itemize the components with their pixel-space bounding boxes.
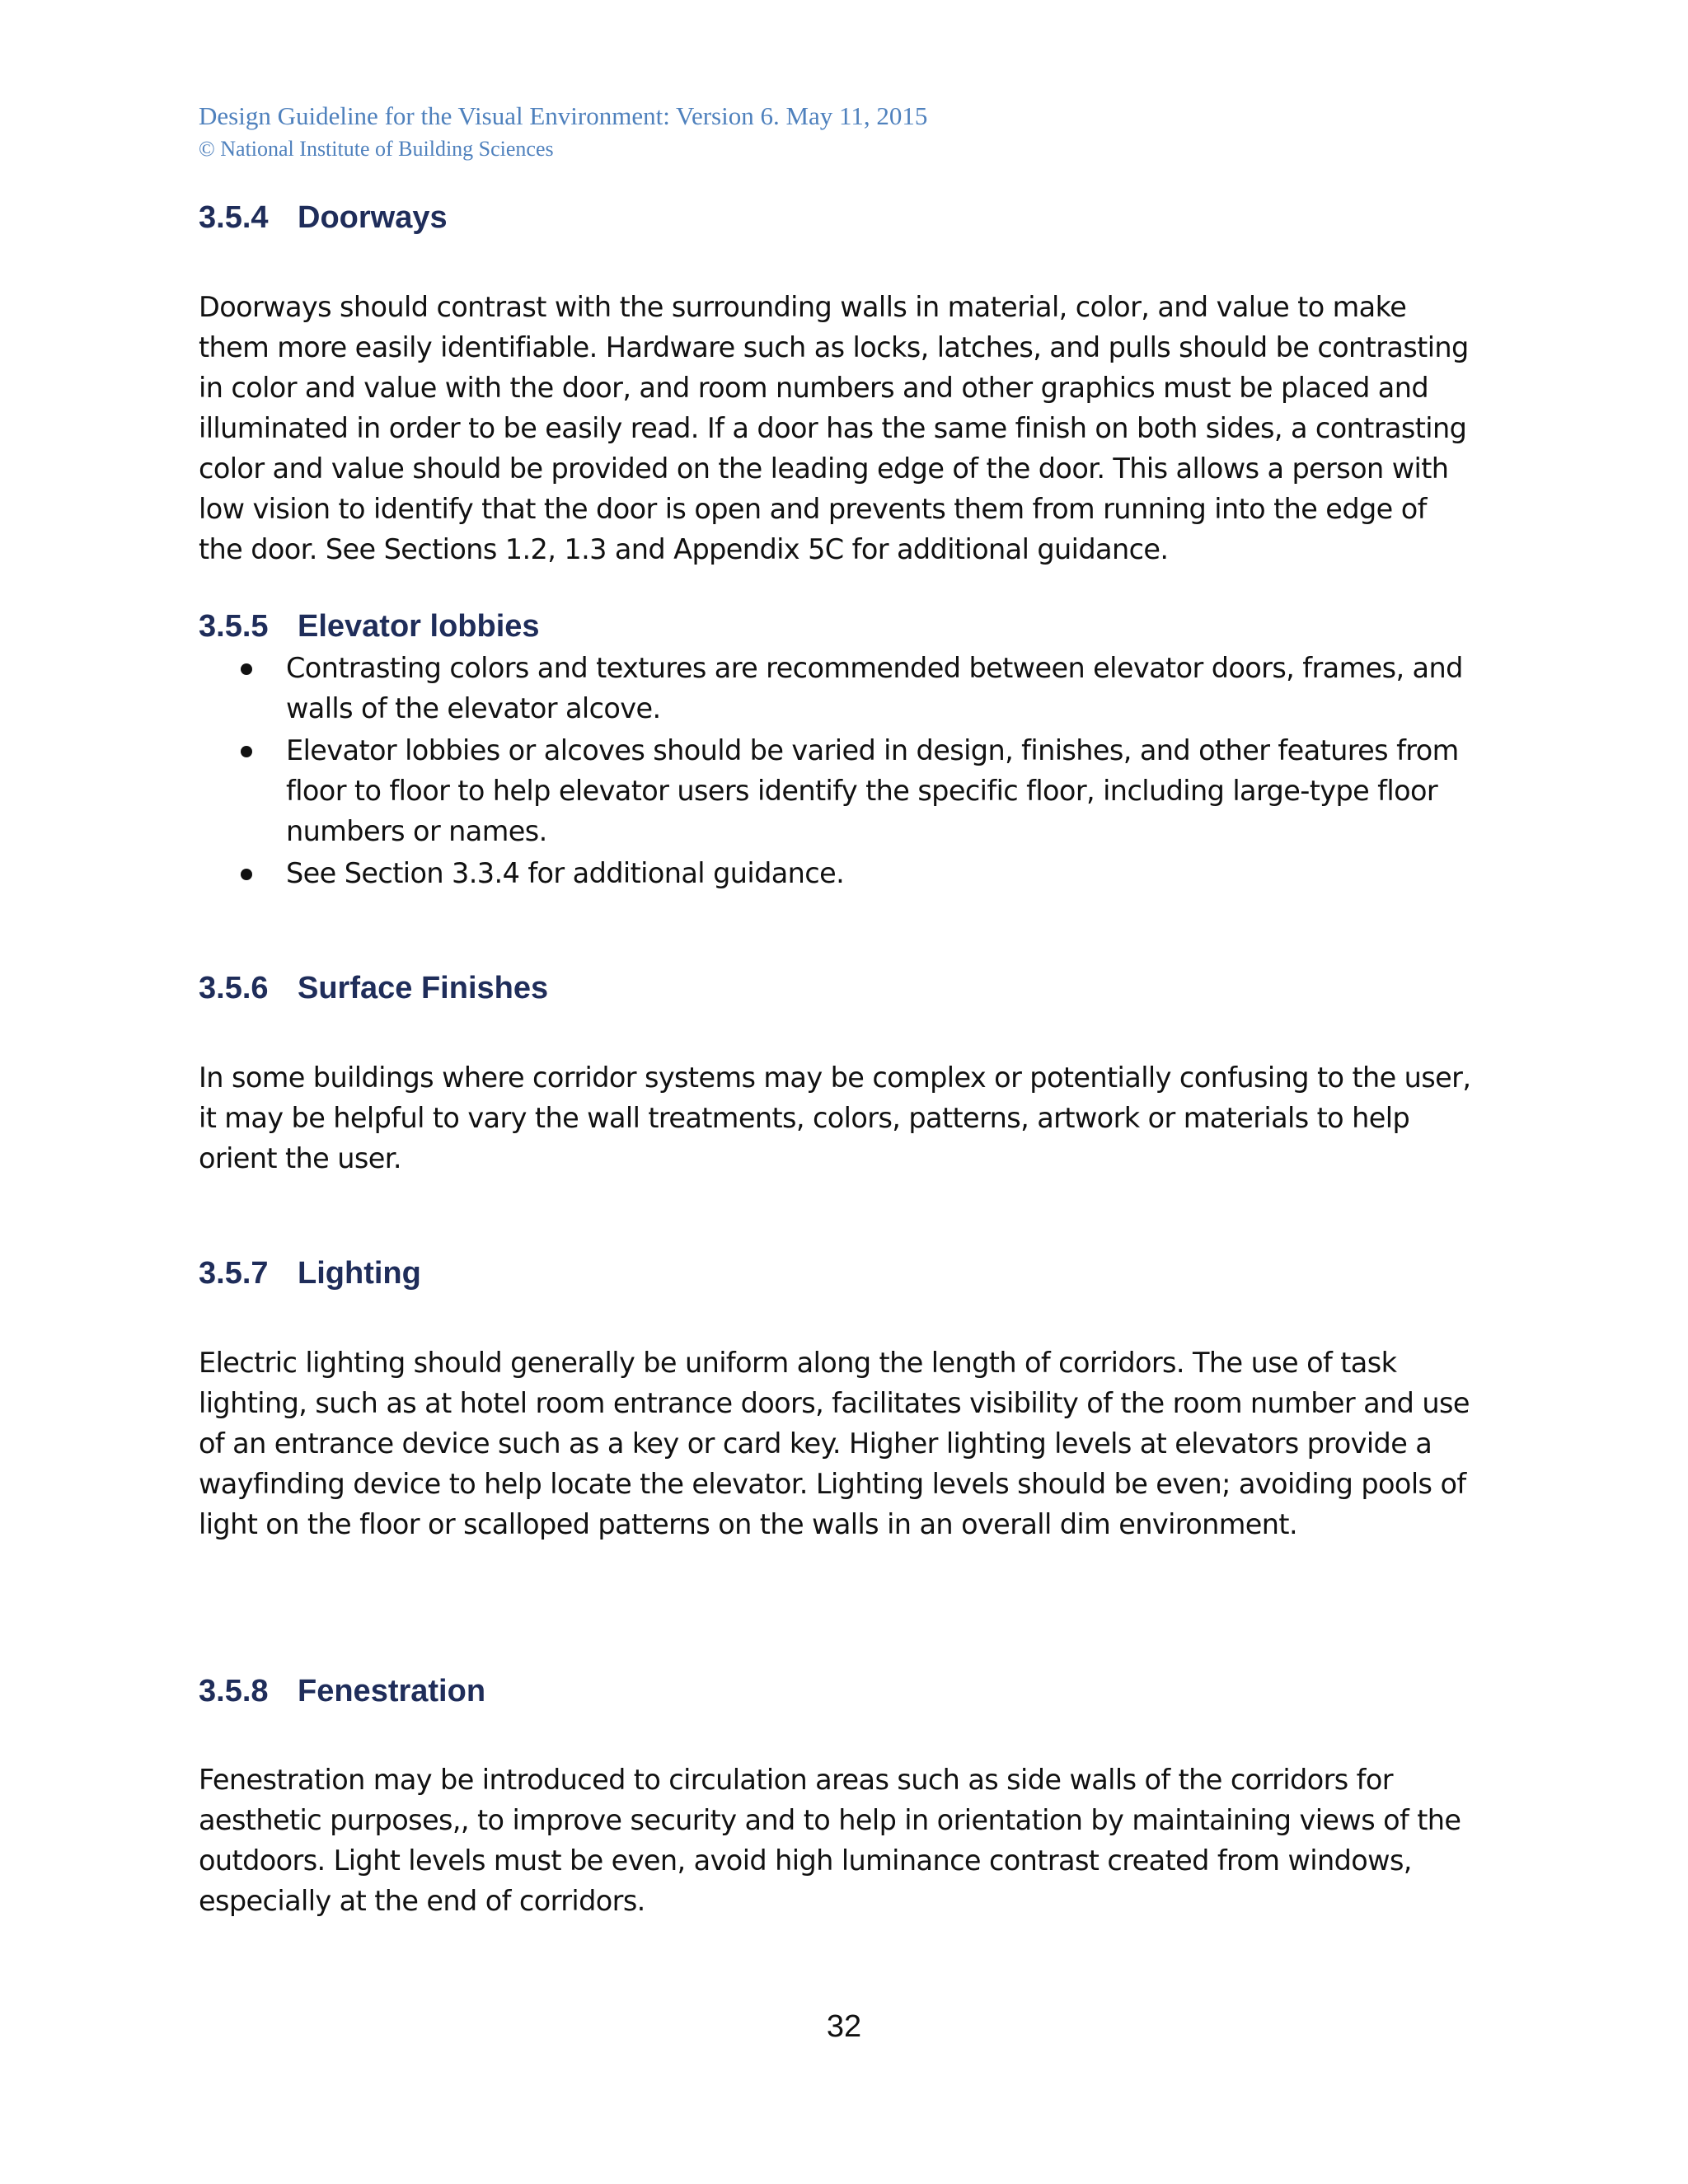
- text-line: aesthetic purposes,, to improve security and to help in orientation by maintaining views of the: [199, 1804, 1461, 1836]
- section-title: Elevator lobbies: [298, 609, 540, 644]
- text-line: wayfinding device to help locate the elevator. Lighting levels should be even; avoiding pools of: [199, 1468, 1466, 1500]
- text-line: of an entrance device such as a key or card key. Higher lighting levels at elevators provide a: [199, 1427, 1432, 1460]
- section-elevator-lobbies: [199, 607, 1501, 645]
- section-heading: [199, 1254, 1501, 1292]
- text-line: color and value should be provided on the leading edge of the door. This allows a person with: [199, 452, 1449, 485]
- section-heading: [199, 199, 1501, 237]
- text-line: lighting, such as at hotel room entrance doors, facilitates visibility of the room number and use: [199, 1387, 1470, 1419]
- section-title: Doorways: [298, 200, 448, 235]
- list-item: [199, 648, 1501, 729]
- text-line: low vision to identify that the door is open and prevents them from running into the edge of: [199, 493, 1427, 525]
- text-line: Contrasting colors and textures are recommended between elevator doors, frames, and: [286, 652, 1463, 684]
- section-number: 3.5.8: [199, 1674, 269, 1708]
- text-line: illuminated in order to be easily read. If a door has the same finish on both sides, a contrasting: [199, 412, 1467, 444]
- text-line: in color and value with the door, and room numbers and other graphics must be placed and: [199, 372, 1429, 404]
- list-item: [199, 730, 1501, 851]
- text-line: In some buildings where corridor systems may be complex or potentially confusing to the user,: [199, 1062, 1471, 1094]
- bullet-icon: [241, 869, 252, 880]
- text-line: floor to floor to help elevator users identify the specific floor, including large-type floor: [286, 775, 1438, 807]
- section-title: Fenestration: [298, 1674, 486, 1708]
- running-header: [199, 97, 927, 163]
- section-title: Surface Finishes: [298, 971, 549, 1005]
- doorways-paragraph: [199, 287, 1501, 569]
- header-title: Design Guideline for the Visual Environment: Version 6. May 11, 2015: [199, 101, 928, 130]
- text-line: See Section 3.3.4 for additional guidance.: [286, 857, 845, 889]
- text-line: numbers or names.: [286, 815, 547, 847]
- section-number: 3.5.5: [199, 609, 269, 644]
- elevator-bullet-list: [199, 648, 1501, 895]
- section-number: 3.5.4: [199, 200, 269, 235]
- text-line: walls of the elevator alcove.: [286, 692, 661, 724]
- section-doorways: [199, 199, 1501, 237]
- section-number: 3.5.6: [199, 971, 269, 1005]
- section-heading: [199, 607, 1501, 645]
- section-number: 3.5.7: [199, 1256, 269, 1291]
- surface-paragraph: [199, 1057, 1501, 1179]
- text-line: especially at the end of corridors.: [199, 1885, 645, 1917]
- text-line: it may be helpful to vary the wall treatments, colors, patterns, artwork or materials to help: [199, 1102, 1410, 1134]
- header-copyright: © National Institute of Building Sciences: [199, 137, 554, 161]
- section-fenestration: [199, 1672, 1501, 1710]
- text-line: Doorways should contrast with the surrounding walls in material, color, and value to make: [199, 291, 1407, 323]
- section-heading: [199, 969, 1501, 1007]
- text-line: Electric lighting should generally be uniform along the length of corridors. The use of task: [199, 1347, 1397, 1379]
- page-number: 32: [826, 2009, 862, 2044]
- text-line: Fenestration may be introduced to circulation areas such as side walls of the corridors for: [199, 1764, 1393, 1796]
- text-line: outdoors. Light levels must be even, avoid high luminance contrast created from windows,: [199, 1844, 1412, 1877]
- section-lighting: [199, 1254, 1501, 1292]
- section-title: Lighting: [298, 1256, 421, 1291]
- text-line: light on the floor or scalloped patterns on the walls in an overall dim environment.: [199, 1508, 1298, 1540]
- text-line: Elevator lobbies or alcoves should be varied in design, finishes, and other features from: [286, 734, 1459, 766]
- text-line: the door. See Sections 1.2, 1.3 and Appendix 5C for additional guidance.: [199, 533, 1169, 565]
- text-line: orient the user.: [199, 1142, 401, 1174]
- section-heading: [199, 1672, 1501, 1710]
- bullet-icon: [241, 663, 252, 675]
- list-item: [199, 853, 1501, 893]
- section-surface-finishes: [199, 969, 1501, 1007]
- lighting-paragraph: [199, 1343, 1501, 1544]
- fenestration-paragraph: [199, 1760, 1501, 1921]
- bullet-icon: [241, 746, 252, 757]
- text-line: them more easily identifiable. Hardware such as locks, latches, and pulls should be contrasting: [199, 331, 1469, 363]
